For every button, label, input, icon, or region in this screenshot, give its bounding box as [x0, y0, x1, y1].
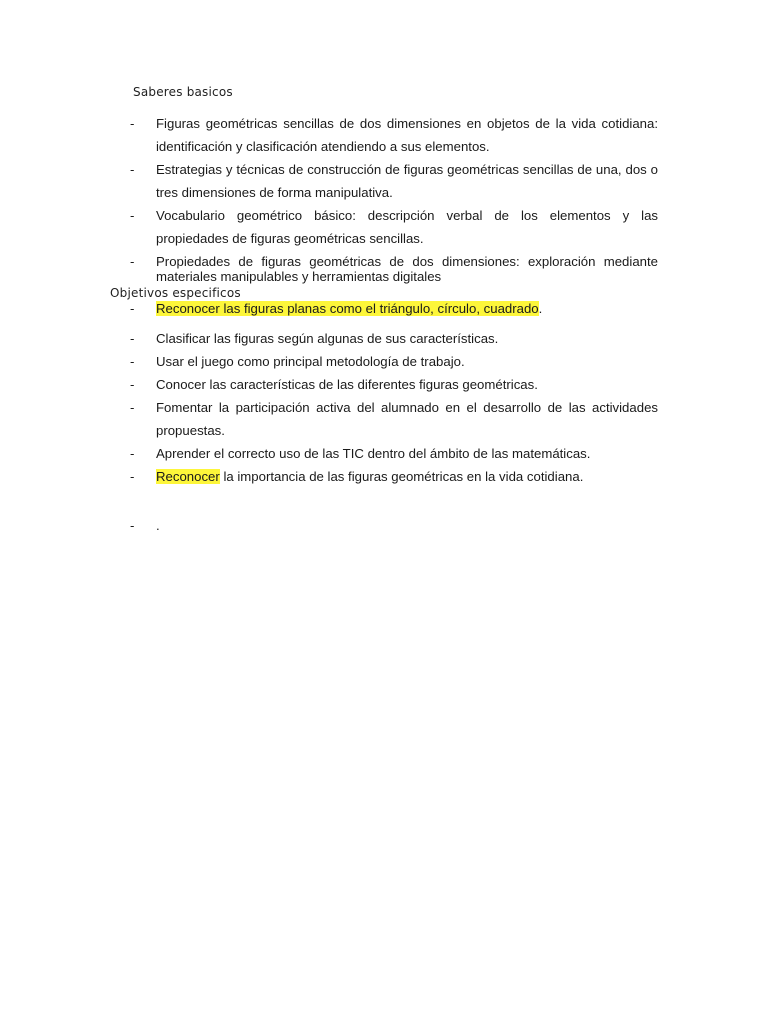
list-item-text: Figuras geométricas sencillas de dos dimensiones en objetos de la vida cotidiana: identificación y clasificación atendiendo a sus elementos.	[156, 116, 658, 154]
bullet-dash: -	[130, 446, 135, 461]
list-item	[130, 373, 658, 396]
list-item	[130, 158, 658, 204]
saberes-list	[130, 112, 658, 284]
list-item-text: Usar el juego como principal metodología de trabajo.	[156, 354, 465, 369]
bullet-dash: -	[130, 116, 135, 131]
bullet-dash: -	[130, 208, 135, 223]
list-item-text	[156, 297, 658, 320]
list-item-text-tail: .	[538, 301, 543, 316]
list-item-text: .	[156, 518, 160, 533]
list-item	[130, 442, 658, 465]
saberes-heading: Saberes basicos	[133, 85, 233, 99]
list-item	[130, 396, 658, 442]
list-item-text: Propiedades de figuras geométricas de dos dimensiones: exploración mediante materiales manipulables y herramientas digitales	[156, 254, 658, 284]
bullet-dash: -	[130, 469, 135, 484]
objetivos-list	[130, 297, 658, 488]
list-item-text-tail: la importancia de las figuras geométricas en la vida cotidiana.	[219, 469, 584, 484]
bullet-dash: -	[130, 162, 135, 177]
highlighted-text: Reconocer	[156, 469, 220, 484]
bullet-dash: -	[130, 518, 135, 533]
bullet-dash: -	[130, 254, 135, 269]
list-item	[130, 204, 658, 250]
list-item	[130, 297, 658, 320]
list-item-text: Conocer las características de las diferentes figuras geométricas.	[156, 377, 538, 392]
list-item	[130, 112, 658, 158]
empty-list-item	[130, 514, 658, 537]
objetivos-heading: Objetivos especificos	[110, 286, 241, 300]
list-item-text: Vocabulario geométrico básico: descripción verbal de los elementos y las propiedades de figuras geométricas sencillas.	[156, 208, 658, 246]
list-item-text: Estrategias y técnicas de construcción de figuras geométricas sencillas de una, dos o tres dimensiones de forma manipulativa.	[156, 162, 658, 200]
list-item-text: Clasificar las figuras según algunas de sus características.	[156, 331, 499, 346]
bullet-dash: -	[130, 400, 135, 415]
bullet-dash: -	[130, 331, 135, 346]
list-item-text: Fomentar la participación activa del alumnado en el desarrollo de las actividades propuestas.	[156, 400, 658, 438]
bullet-dash: -	[130, 377, 135, 392]
list-item	[130, 465, 658, 488]
list-item	[130, 327, 658, 350]
bullet-dash: -	[130, 301, 135, 316]
highlighted-text: Reconocer las figuras planas como el triángulo, círculo, cuadrado	[156, 301, 539, 316]
list-item	[130, 350, 658, 373]
bullet-dash: -	[130, 354, 135, 369]
list-item	[130, 254, 658, 284]
list-item-text: Aprender el correcto uso de las TIC dentro del ámbito de las matemáticas.	[156, 446, 591, 461]
list-item-text	[156, 465, 658, 488]
